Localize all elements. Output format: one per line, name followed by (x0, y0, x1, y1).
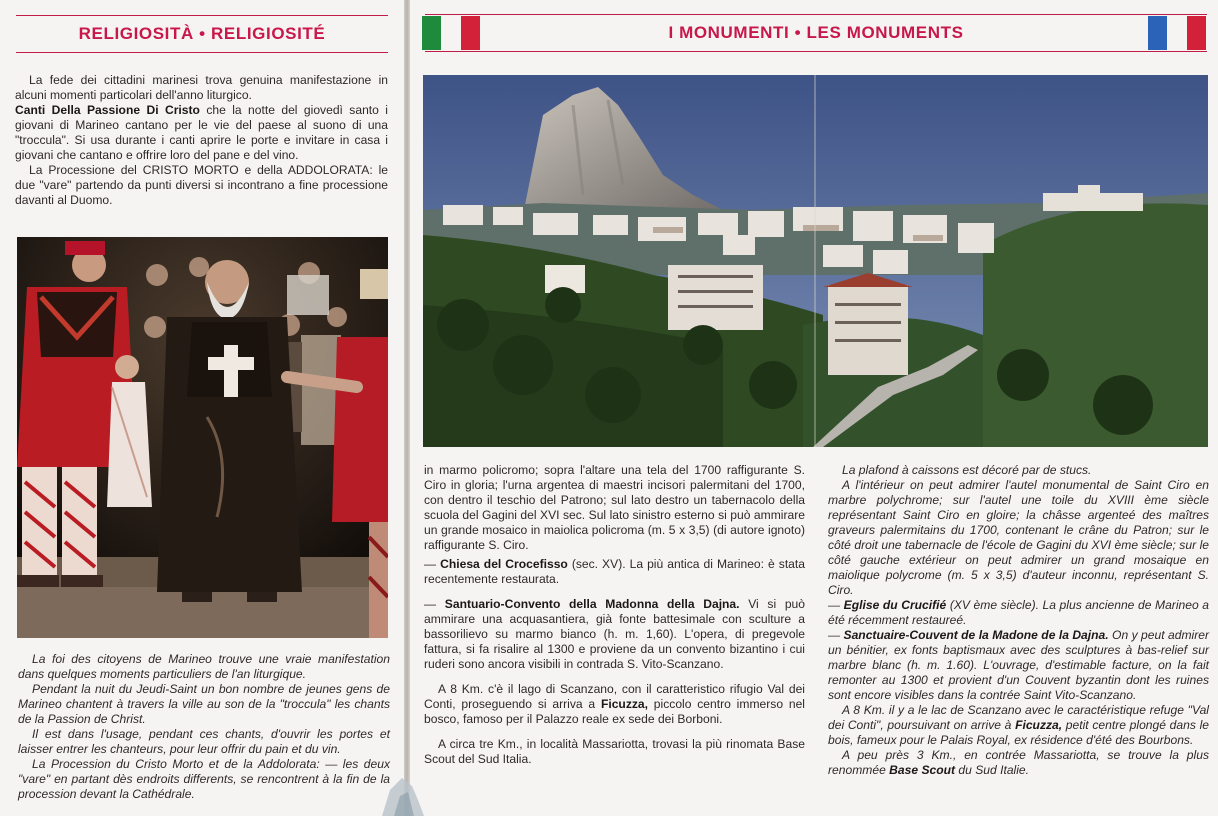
it-chiesa-paragraph: — Chiesa del Crocefisso (sec. XV). La più antica di Marineo: è stata recentemente restaurata. (424, 557, 805, 586)
lac-text-start: A 8 Km. il y a le lac de Scanzano avec le caractéristique refuge "Val dei Conti", poursuivant on arrive à (828, 703, 1209, 732)
ficuzza-fr: Ficuzza, (1015, 718, 1063, 732)
monuments-french-text (828, 463, 1209, 778)
marineo-town-photo (423, 75, 1208, 447)
left-page-header (16, 15, 388, 53)
sanctuaire-text: On y peut admirer un bénitier, ex fonts baptismaux avec des sculptures à bas-relief sur marbre blanc (h. m. 1.60). L'ouvrage, d'estimable facture, on la fait remonter au 1300 et provient d'un Couvent byzantin dont les ruines sont encore visibles dans la contrée Saint Vito-Scanzano. (828, 628, 1209, 702)
left-page-title: RELIGIOSITÀ • RELIGIOSITÉ (78, 24, 326, 43)
canti-title: Canti Della Passione Di Cristo (15, 103, 200, 117)
lac-text-end: petit centre plongé dans le bois, fameux pour le Palais Royal, ex résidence d'été des Bourbons. (828, 718, 1209, 747)
santuario-text: Vi si può ammirare una acquasantiera, già fonte battesimale con sculture a bassorilievo su marmo bianco (h. m. 1,60). L'opera, di pregevole fattura, si fa risalire al 1300 e proviene da un convento bizantino i cui ruderi sono ancora visibili in contrada S. Vito-Scanzano. (424, 597, 805, 671)
left-page-religiosita (0, 0, 404, 816)
it-santuario-paragraph: — Santuario-Convento della Madonna della Dajna. Vi si può ammirare una acquasantiera, già fonte battesimale con sculture a bassorilievo su marmo bianco (h. m. 1,60). L'opera, di pregevole fattura, si fa risalire al 1300 e proviene da un convento bizantino i cui ruderi sono ancora visibili in contrada S. Vito-Scanzano. (424, 597, 805, 671)
it-scout-paragraph: A circa tre Km., in località Massariotta, trovasi la più rinomata Base Scout del Sud Italia. (424, 737, 805, 766)
fr-autel-paragraph: A l'intérieur on peut admirer l'autel monumental de Saint Ciro en marbre polychrome; sur l'autel une toile du XVIII ème siècle représentant Saint Ciro en gloire; la châsse argenteé des maîtres graveurs palermitains du 1700, contenant le crâne du Patron; sur le côté droit une tabernacle de l'école de Gagini du XVI ème siècle; sur le côté gauche extérieur on peut admirer un grand mosaique en maiolique polycrome (m. 5 x 3,5) d'auteur inconnu, représentant S. Ciro. (828, 478, 1209, 597)
eglise-title: Eglise du Crucifié (843, 598, 947, 612)
lago-text-start: A 8 Km. c'è il lago di Scanzano, con il caratteristico rifugio Val dei Conti, proseguendo si arriva a (424, 682, 805, 711)
fr-paragraph-1: La foi des citoyens de Marineo trouve une vraie manifestation dans quelques moments particuliers de l'an liturgique. (18, 652, 390, 681)
religiosite-french-text (18, 652, 390, 802)
canti-text: che la notte del giovedì santo i giovani di Marineo cantano per le vie del paese al suono di una "troccula". Si usa durante i canti aprire le porte e invitare in casa i giovani che cantano e offrire loro del pane e del vino. (15, 103, 388, 162)
processione-paragraph: La Processione del CRISTO MORTO e della ADDOLORATA: le due "vare" partendo da punti diversi si incontrano a fine processione davanti al Duomo. (15, 163, 388, 207)
fr-eglise-paragraph: — Eglise du Crucifié (XV ème siècle). La plus ancienne de Marineo a été récemment restaureé. (828, 598, 1209, 627)
lago-text-end: piccolo centro immerso nel bosco, famoso per il Palazzo reale ex sede dei Borboni. (424, 697, 805, 726)
fr-scout-paragraph (828, 748, 1209, 778)
chiesa-title: Chiesa del Crocefisso (440, 557, 568, 571)
scout-text-start: A peu près 3 Km., en contrée Massariotta, se trouve la plus renommée (828, 748, 1209, 777)
ficuzza-it: Ficuzza, (600, 697, 648, 711)
right-page-header (425, 14, 1207, 52)
base-scout-fr: Base Scout (889, 763, 956, 777)
canti-paragraph (15, 103, 388, 163)
italian-flag-icon (422, 16, 480, 50)
procession-photo (17, 237, 388, 638)
eglise-text: (XV ème siècle). La plus ancienne de Marineo a été récemment restaureé. (828, 598, 1209, 627)
paper-tear-mark (372, 770, 432, 816)
sanctuaire-title: Sanctuaire-Couvent de la Madone de la Dajna. (843, 628, 1109, 642)
fr-sanctuaire-paragraph: — Sanctuaire-Couvent de la Madone de la Dajna. On y peut admirer un bénitier, ex fonts baptismaux avec des sculptures à bas-relief sur marbre blanc (h. m. 1.60). L'ouvrage, d'estimable facture, on la fait remonter au 1300 et provient d'un Couvent byzantin dont les ruines sont encore visibles dans la contrée Saint Vito-Scanzano. (828, 628, 1209, 702)
fr-paragraph-3: Il est dans l'usage, pendant ces chants, d'ouvrir les portes et laisser entrer les chanteurs, pour leur offrir du pain et du vin. (18, 727, 390, 756)
fr-paragraph-4: La Procession du Cristo Morto et de la Addolorata: — les deux "vare" en partant dès endroits differents, se rencontrent à la fin de la procession devant la Cathédrale. (18, 757, 390, 801)
right-page-monumenti (410, 0, 1218, 816)
fr-plafond-paragraph: La plafond à caissons est décoré par de stucs. (842, 463, 1092, 477)
it-lago-paragraph (424, 682, 805, 727)
fr-paragraph-2: Pendant la nuit du Jeudi-Saint un bon nombre de jeunes gens de Marineo chantent à travers la ville au son de la "troccula" les chants de la Passion de Christ. (18, 682, 390, 726)
scout-text-end: du Sud Italie. (955, 763, 1030, 777)
french-flag-icon (1148, 16, 1206, 50)
fr-lac-paragraph (828, 703, 1209, 748)
chiesa-text: (sec. XV). La più antica di Marineo: è stata recentemente restaurata. (424, 557, 805, 586)
it-altar-paragraph: in marmo policromo; sopra l'altare una tela del 1700 raffigurante S. Ciro in gloria; l'urna argentea di maestri incisori palermitani del 1700, con dentro il teschio del Patrono; sul lato destro un tabernacolo della scuola del Gagini del XVI sec. Sul lato sinistro esterno si può ammirare un grande mosaico in maiolica policroma (m. 5 x 3,5) (di autore ignoto) raffigurante S. Ciro. (424, 463, 805, 552)
religiosita-italian-text (15, 73, 388, 208)
intro-paragraph: La fede dei cittadini marinesi trova genuina manifestazione in alcuni momenti particolari dell'anno liturgico. (15, 73, 388, 102)
procession-illustration (17, 237, 388, 638)
town-illustration (423, 75, 1208, 447)
monumenti-italian-text (424, 463, 805, 767)
santuario-title: Santuario-Convento della Madonna della Dajna. (444, 597, 740, 611)
right-page-title: I MONUMENTI • LES MONUMENTS (668, 23, 964, 42)
